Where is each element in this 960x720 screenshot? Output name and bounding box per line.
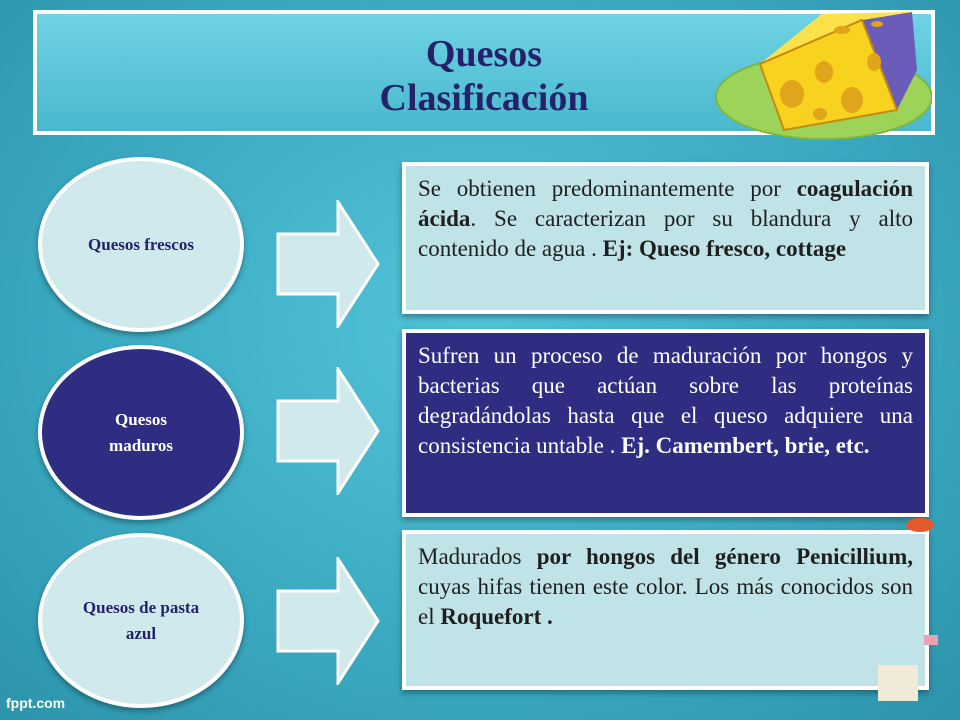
- description-box-frescos: [402, 162, 929, 314]
- title-line-1: Quesos: [425, 33, 543, 75]
- description-text: cuyas hifas tienen este color. Los más conocidos son el: [418, 574, 913, 629]
- description-bold-text: coagulación ácida: [418, 176, 913, 231]
- category-circle-frescos: [38, 157, 244, 332]
- description-box-maduros: [402, 329, 929, 517]
- description-text: Madurados: [418, 544, 537, 569]
- description-bold-text: Ej: Queso fresco, cottage: [602, 236, 847, 261]
- description-bold-text: Roquefort .: [440, 604, 553, 629]
- arrow-right-icon: [276, 367, 380, 495]
- category-label: Quesos frescos: [88, 234, 194, 254]
- category-label: Quesos de pasta azul: [82, 597, 200, 643]
- description-text: Sufren un proceso de maduración por hongos y bacterias que actúan sobre las proteínas degradándolas hasta que el queso adquiere una consistencia untable .: [418, 343, 913, 458]
- category-circle-maduros: [38, 345, 244, 520]
- description-text: . Se caracterizan por su blandura y alto contenido de agua .: [418, 206, 913, 261]
- description-bold-text: por hongos del género Penicillium,: [536, 544, 913, 569]
- description-bold-text: Ej. Camembert, brie, etc.: [621, 433, 870, 458]
- category-circle-pasta-azul: [38, 533, 244, 708]
- watermark: fppt.com: [6, 695, 66, 711]
- cheese-icon: [712, 2, 932, 142]
- title-line-2: Clasificación: [379, 77, 589, 119]
- description-box-pasta-azul: [402, 530, 929, 690]
- description-text: Se obtienen predominantemente por: [418, 176, 797, 201]
- arrow-right-icon: [276, 200, 380, 328]
- category-label: Quesos maduros: [109, 409, 173, 455]
- decorative-figure: [872, 515, 947, 705]
- arrow-right-icon: [276, 557, 380, 685]
